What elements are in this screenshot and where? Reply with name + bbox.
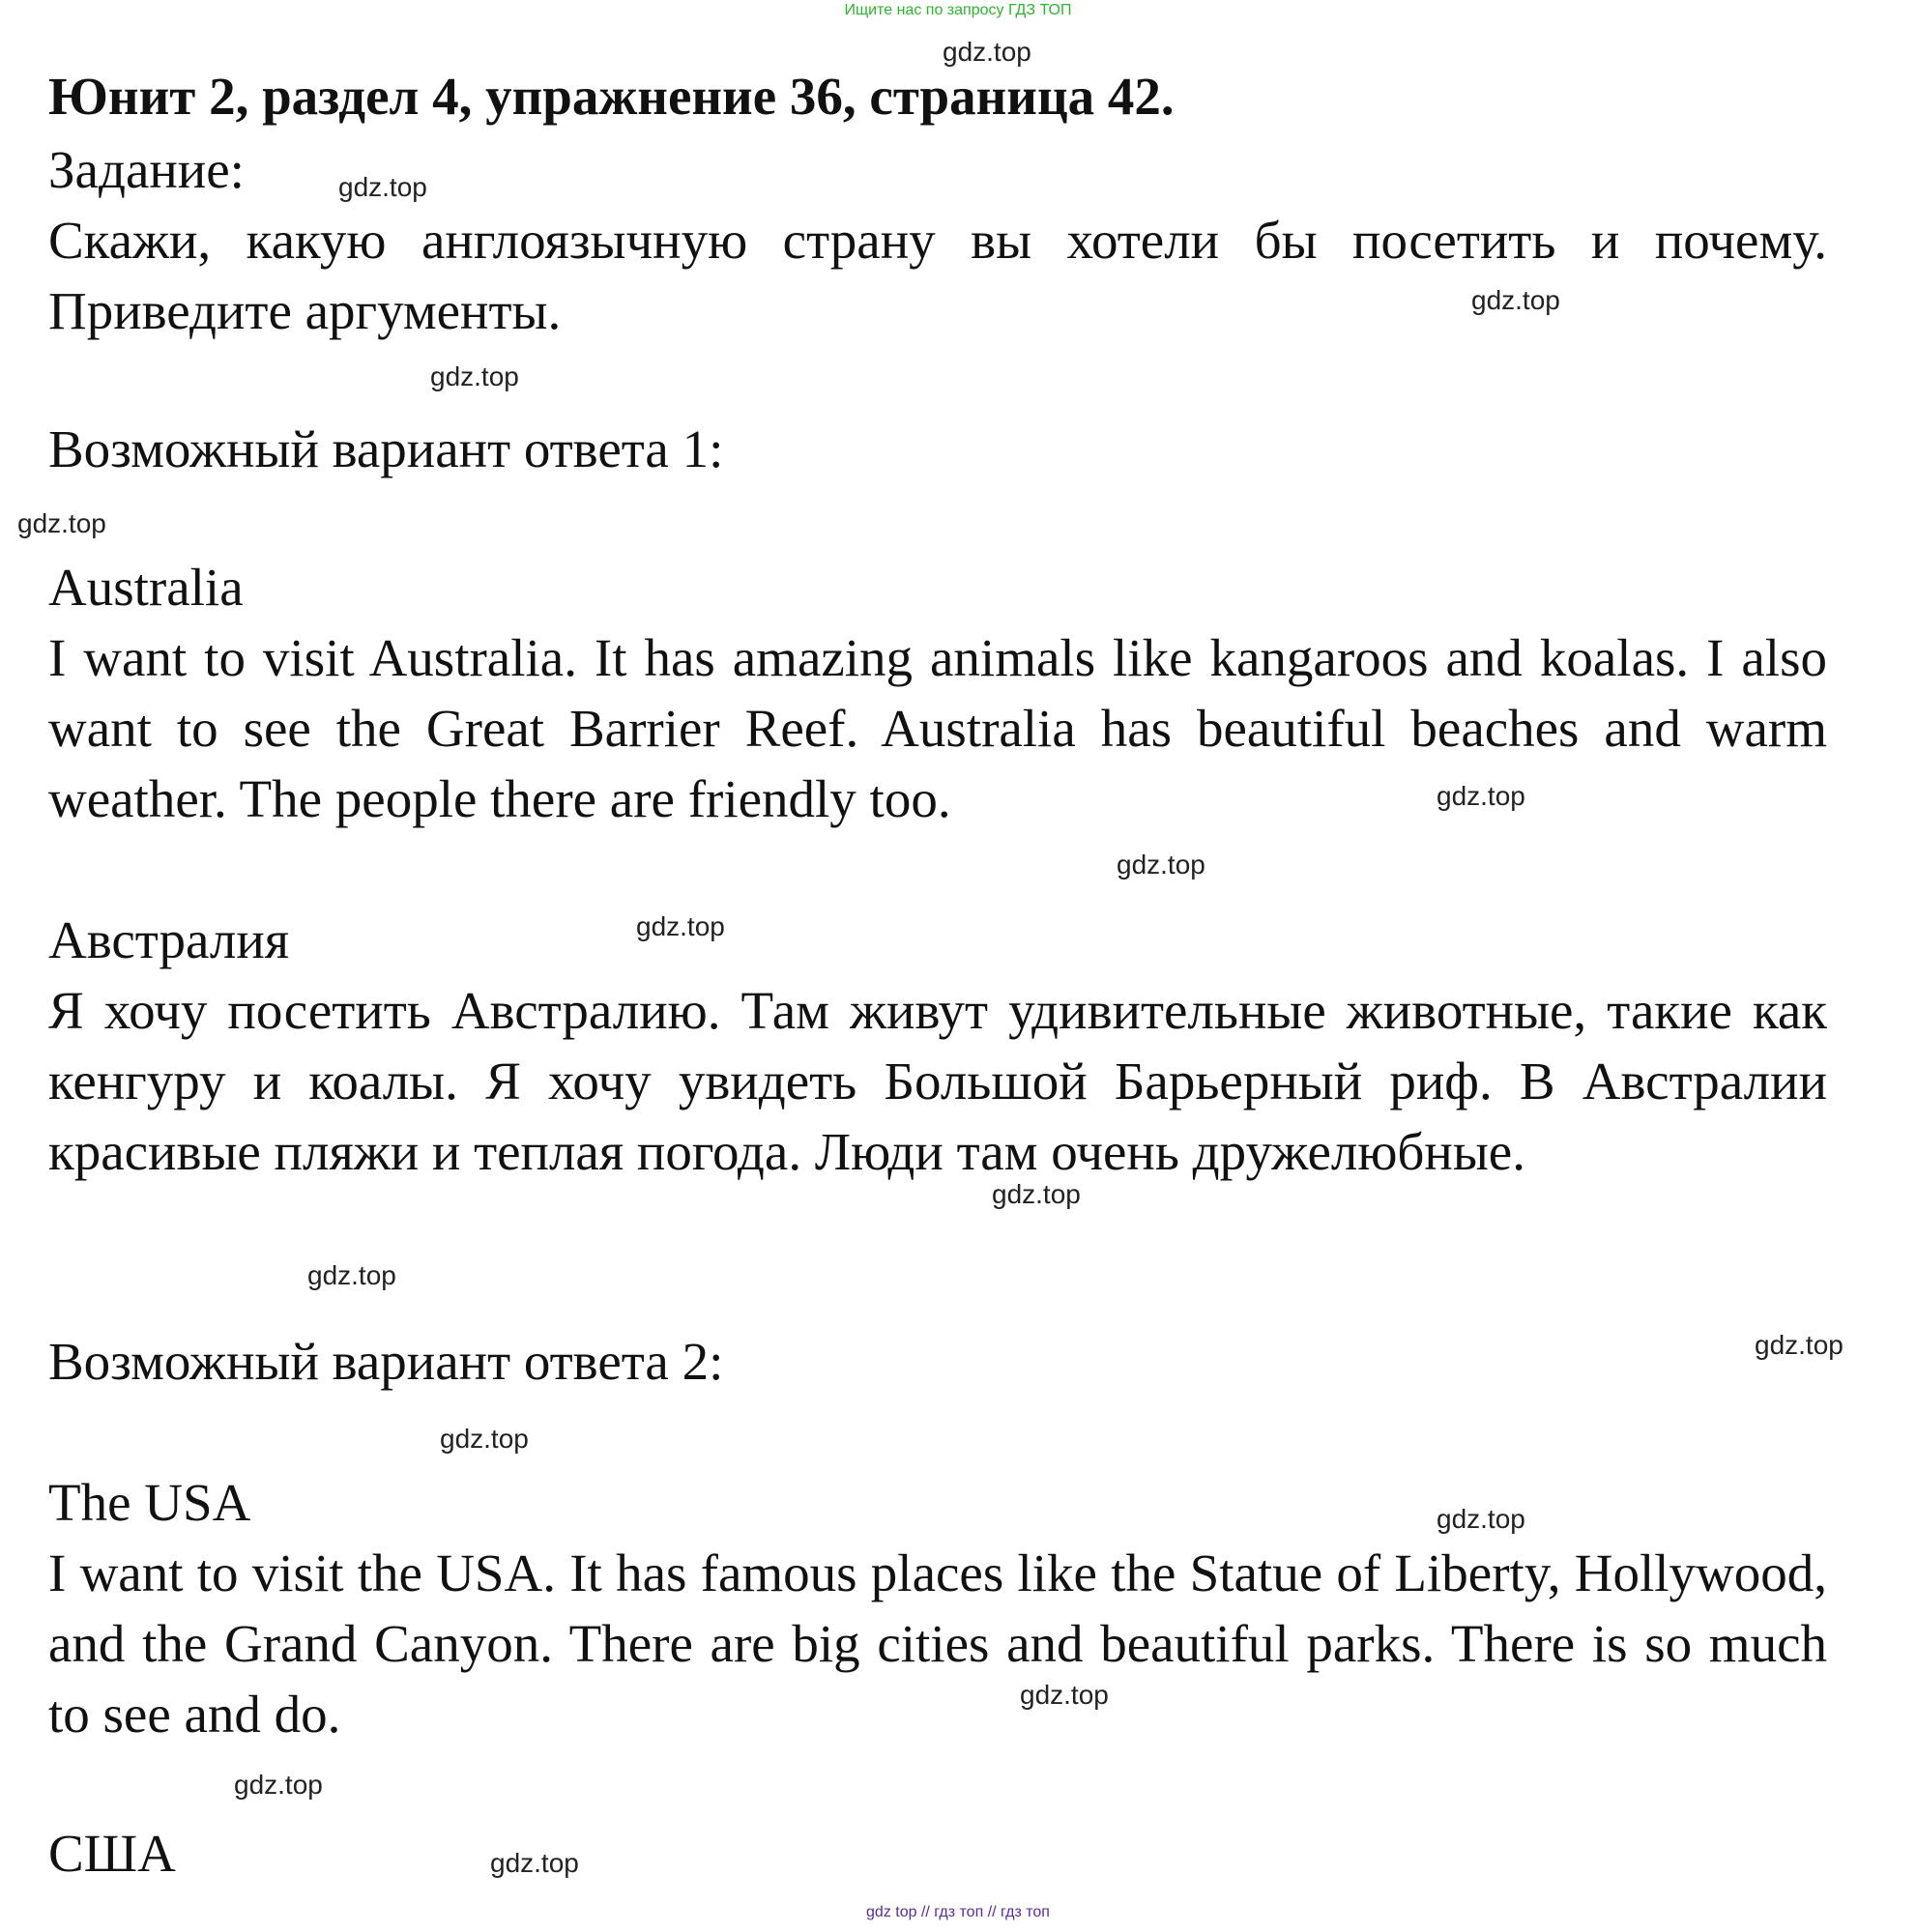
watermark: gdz.top bbox=[338, 172, 427, 202]
answer1-ru-title: Австралия bbox=[48, 910, 290, 969]
answer1-en-title: Australia bbox=[48, 558, 244, 617]
watermark: gdz.top bbox=[440, 1424, 529, 1454]
watermark: gdz.top bbox=[490, 1848, 579, 1878]
answer2-ru-title: США bbox=[48, 1824, 176, 1883]
answer2-en-text: I want to visit the USA. It has famous places like the Statue of Liberty, Hollywood, and the Grand Canyon. There are big cities and beautiful parks. There is so much to see and do. bbox=[48, 1543, 1827, 1744]
answer1-heading: Возможный вариант ответа 1: bbox=[48, 419, 724, 478]
watermark: gdz.top bbox=[307, 1260, 396, 1290]
watermark: gdz.top bbox=[943, 37, 1031, 67]
watermark: gdz.top bbox=[430, 361, 519, 391]
answer2-heading: Возможный вариант ответа 2: bbox=[48, 1332, 724, 1391]
watermark: gdz.top bbox=[1020, 1680, 1109, 1710]
watermark: gdz.top bbox=[1437, 781, 1525, 811]
footer-watermark: gdz top // гдз топ // гдз топ bbox=[866, 1904, 1050, 1920]
watermark: gdz.top bbox=[1437, 1504, 1525, 1534]
watermark: gdz.top bbox=[1117, 850, 1205, 879]
watermark: gdz.top bbox=[234, 1770, 323, 1800]
watermark: gdz.top bbox=[1755, 1330, 1843, 1360]
answer1-en-text: I want to visit Australia. It has amazing animals like kangaroos and koalas. I also want to see the Great Barrier Reef. Australia has beautiful beaches and warm weather. The people there are friendly too. bbox=[48, 628, 1827, 828]
watermark: gdz.top bbox=[17, 508, 106, 538]
watermark: gdz.top bbox=[1471, 285, 1560, 315]
watermark: gdz.top bbox=[636, 911, 725, 941]
task-label: Задание: bbox=[48, 140, 245, 199]
page-title: Юнит 2, раздел 4, упражнение 36, страница 42. bbox=[48, 67, 1175, 126]
search-banner: Ищите нас по запросу ГДЗ ТОП bbox=[844, 2, 1072, 18]
answer1-ru-text: Я хочу посетить Австралию. Там живут удивительные животные, такие как кенгуру и коалы. Я хочу увидеть Большой Барьерный риф. В Австралии красивые пляжи и теплая погода. Люди там очень дружелюбные. bbox=[48, 981, 1827, 1181]
task-text: Скажи, какую англоязычную страну вы хотели бы посетить и почему. Приведите аргументы. bbox=[48, 211, 1827, 340]
watermark: gdz.top bbox=[992, 1179, 1081, 1209]
answer2-en-title: The USA bbox=[48, 1473, 251, 1532]
